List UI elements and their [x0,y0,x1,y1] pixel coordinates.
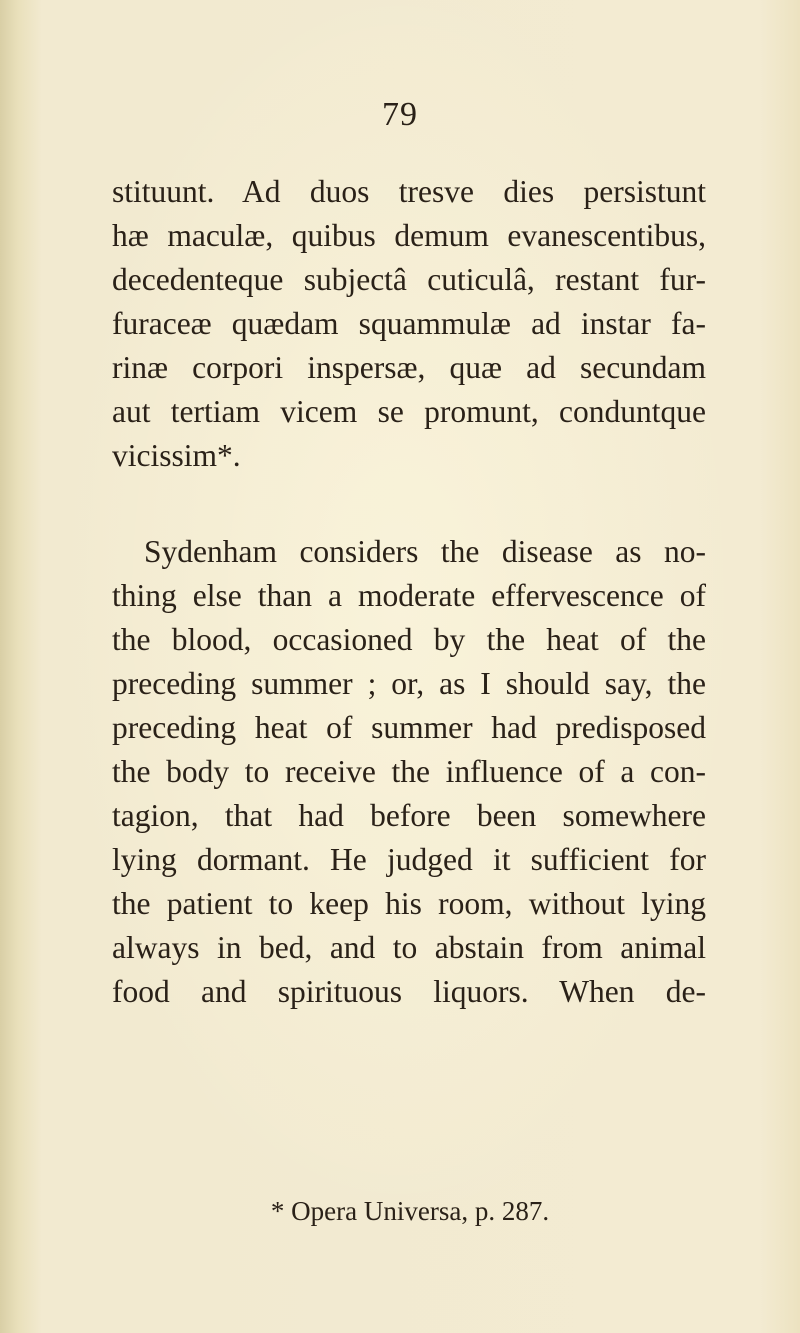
text-line: preceding summer ; or, as I should say, the [112,666,706,701]
text-line: stituunt. Ad duos tresve dies persistunt [112,174,706,209]
text-line: decedenteque subjectâ cuticulâ, restant fur- [112,262,706,297]
text-line: thing else than a moderate effervescence of [112,578,706,613]
text-line: the blood, occasioned by the heat of the [112,622,706,657]
text-line: the patient to keep his room, without lying [112,886,706,921]
text-line: rinæ corpori inspersæ, quæ ad secundam [112,350,706,385]
text-line: the body to receive the influence of a con- [112,754,706,789]
paragraph-sydenham [112,530,706,1014]
text-line: always in bed, and to abstain from animal [112,930,706,965]
text-line: tagion, that had before been somewhere [112,798,706,833]
text-line: lying dormant. He judged it sufficient for [112,842,706,877]
page-number: 79 [382,96,418,133]
text-line: aut tertiam vicem se promunt, conduntque [112,394,706,429]
text-line: furaceæ quædam squammulæ ad instar fa- [112,306,706,341]
text-line: food and spirituous liquors. When de- [112,974,706,1009]
footnote: * Opera Universa, p. 287. [270,1196,550,1226]
text-line: Sydenham considers the disease as no- [144,534,706,569]
text-line: vicissim*. [112,438,241,473]
text-line: hæ maculæ, quibus demum evanescentibus, [112,218,706,253]
text-line: preceding heat of summer had predisposed [112,710,706,745]
paragraph-latin-quote [112,170,706,478]
